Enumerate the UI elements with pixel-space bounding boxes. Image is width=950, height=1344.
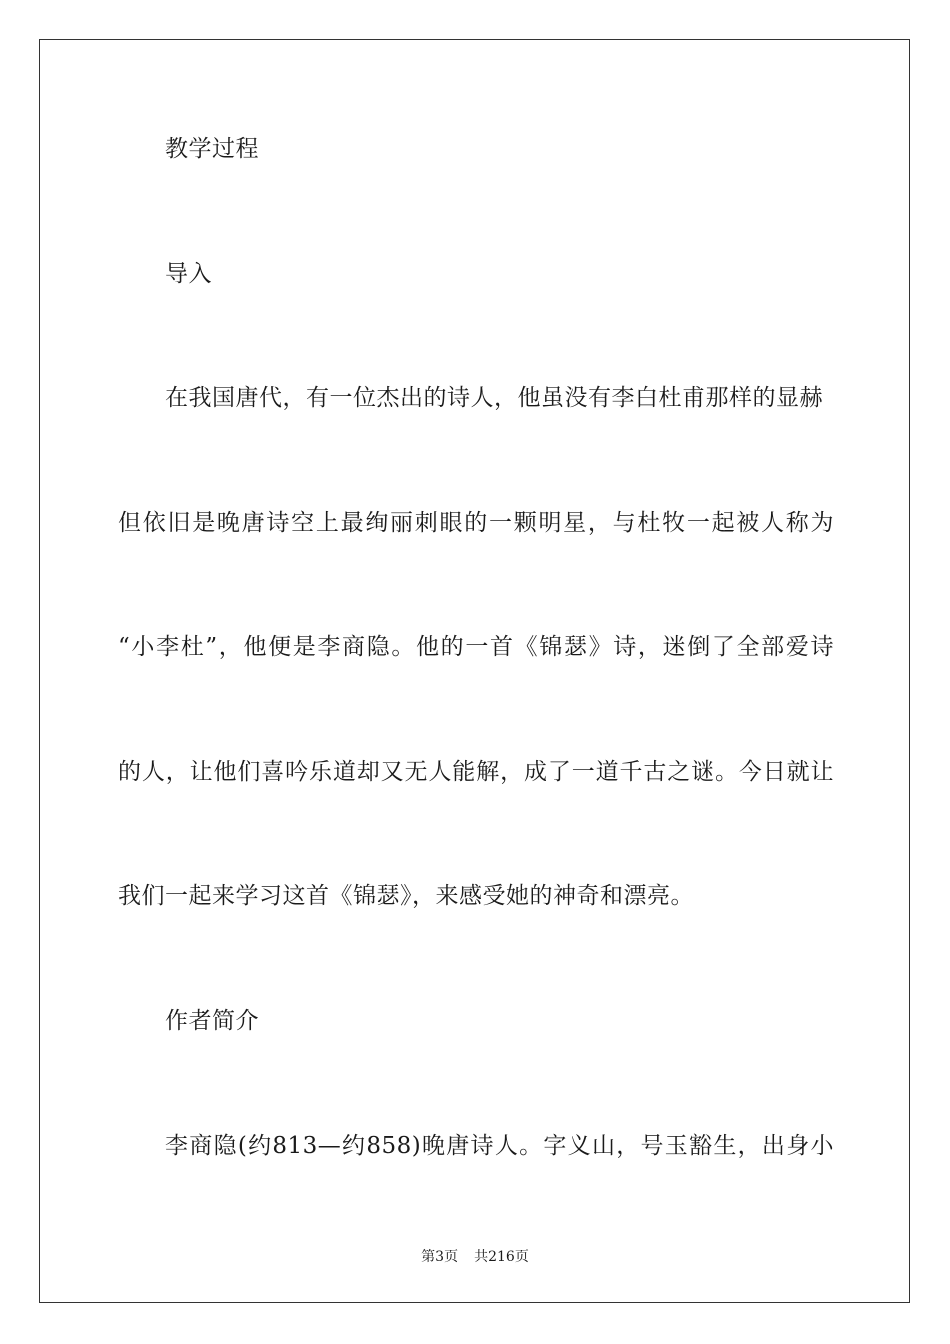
section-heading-introduction: 导入 — [165, 261, 212, 287]
page-footer — [0, 1246, 950, 1266]
paragraph-line: 在我国唐代，有一位杰出的诗人，他虽没有李白杜甫那样的显赫 — [165, 385, 823, 411]
section-heading-author-intro: 作者简介 — [165, 1008, 259, 1034]
page-number: 第3页 — [421, 1249, 459, 1265]
page-border — [39, 39, 910, 1303]
page-total: 共216页 — [474, 1249, 529, 1265]
paragraph-line: 的人，让他们喜吟乐道却又无人能解，成了一道千古之谜。今日就让 — [118, 759, 834, 785]
paragraph-line: “小李杜”，他便是李商隐。他的一首《锦瑟》诗，迷倒了全部爱诗 — [118, 634, 834, 660]
section-heading-teaching-process: 教学过程 — [165, 136, 259, 162]
paragraph-line: 李商隐(约813—约858)晚唐诗人。字义山，号玉豁生，出身小 — [165, 1133, 834, 1159]
paragraph-line: 我们一起来学习这首《锦瑟》，来感受她的神奇和漂亮。 — [118, 883, 694, 909]
paragraph-line: 但依旧是晚唐诗空上最绚丽刺眼的一颗明星，与杜牧一起被人称为 — [118, 510, 834, 536]
